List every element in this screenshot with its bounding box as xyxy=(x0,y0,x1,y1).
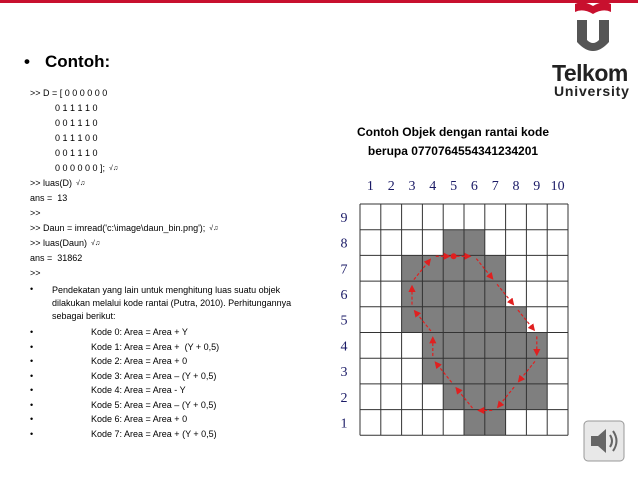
telkom-emblem-icon xyxy=(573,0,613,58)
x-axis-label: 3 xyxy=(408,179,416,194)
rule-text: Kode 1: Area = Area + (Y + 0,5) xyxy=(91,341,220,352)
object-cell xyxy=(464,255,485,281)
chain-code-figure xyxy=(330,168,570,440)
code-line: 0 0 0 0 0 0 ]; √♫ xyxy=(30,163,119,173)
object-cell xyxy=(485,358,506,384)
object-cell xyxy=(443,307,464,333)
caption-line-2: berupa 0770764554341234201 xyxy=(367,144,539,158)
object-cell xyxy=(485,384,506,410)
object-cell xyxy=(464,281,485,307)
code-line: >> xyxy=(30,208,41,218)
object-cell xyxy=(443,281,464,307)
x-axis-label: 5 xyxy=(450,179,458,194)
code-line: 0 1 1 1 1 0 xyxy=(30,103,98,113)
telkom-university-logo xyxy=(548,0,638,105)
caption-line-1: Contoh Objek dengan rantai kode xyxy=(356,125,550,139)
object-cell xyxy=(422,281,443,307)
code-line: >> luas(D) √♫ xyxy=(30,178,86,188)
y-axis-label: 9 xyxy=(340,210,348,226)
top-accent-bar xyxy=(0,0,638,3)
object-cell xyxy=(485,307,506,333)
object-cell xyxy=(485,255,506,281)
rule-text: Kode 5: Area = Area – (Y + 0,5) xyxy=(91,399,217,410)
code-line: 0 0 1 1 1 0 xyxy=(30,148,98,158)
x-axis-label: 10 xyxy=(550,179,565,194)
object-cell xyxy=(402,307,423,333)
heading-text: Contoh: xyxy=(45,52,111,71)
audio-mark-icon[interactable]: √♫ xyxy=(76,180,86,187)
code-line: ans = 31862 xyxy=(30,253,83,263)
object-cell xyxy=(485,410,506,436)
paragraph-bullet: • xyxy=(30,284,34,294)
object-cell xyxy=(443,333,464,359)
object-cell xyxy=(485,281,506,307)
logo-word-telkom: Telkom xyxy=(552,60,628,86)
rule-bullet: • xyxy=(30,385,34,395)
rule-text: Kode 4: Area = Area - Y xyxy=(91,385,186,395)
code-line: >> Daun = imread('c:\image\daun_bin.png'); √♫ xyxy=(30,223,219,233)
rule-bullet: • xyxy=(30,356,34,366)
x-axis-label: 1 xyxy=(366,179,374,194)
x-axis-label: 8 xyxy=(512,179,520,194)
rule-text: Kode 6: Area = Area + 0 xyxy=(91,414,188,424)
rule-text: Kode 7: Area = Area + (Y + 0,5) xyxy=(91,428,217,439)
object-cell xyxy=(464,410,485,436)
object-cell xyxy=(464,230,485,256)
code-line: >> luas(Daun) √♫ xyxy=(30,238,101,248)
figure-caption xyxy=(338,123,568,161)
y-axis-label: 8 xyxy=(340,236,348,252)
y-axis-label: 7 xyxy=(340,262,348,278)
y-axis-label: 4 xyxy=(340,339,348,355)
object-cell xyxy=(464,358,485,384)
rule-text: Kode 0: Area = Area + Y xyxy=(91,327,188,337)
audio-mark-icon[interactable]: √♫ xyxy=(109,165,119,172)
object-cell xyxy=(422,307,443,333)
chain-code-paragraph: Pendekatan yang lain untuk menghitung luas suatu objek dilakukan melalui kode rantai (Putra, 2010). Perhitungannya sebagai berikut: xyxy=(52,285,292,321)
object-cell xyxy=(526,358,547,384)
rule-text: Kode 2: Area = Area + 0 xyxy=(91,356,188,366)
object-cell xyxy=(506,358,527,384)
object-cell xyxy=(422,255,443,281)
object-cell xyxy=(464,384,485,410)
speaker-icon[interactable] xyxy=(583,420,625,462)
y-axis-label: 3 xyxy=(340,365,348,381)
x-axis-label: 2 xyxy=(387,179,395,194)
object-cell xyxy=(506,333,527,359)
code-line: ans = 13 xyxy=(30,193,68,203)
x-axis-label: 6 xyxy=(470,179,478,194)
object-cell xyxy=(464,307,485,333)
object-cell xyxy=(506,307,527,333)
x-axis-label: 7 xyxy=(491,179,499,194)
object-cell xyxy=(506,384,527,410)
y-axis-label: 6 xyxy=(340,287,348,303)
rule-text: Kode 3: Area = Area – (Y + 0,5) xyxy=(91,370,217,381)
object-cell xyxy=(402,255,423,281)
heading-bullet: • xyxy=(24,52,30,71)
code-line: 0 0 1 1 1 0 xyxy=(30,118,98,128)
rule-bullet: • xyxy=(30,370,34,381)
audio-mark-icon[interactable]: √♫ xyxy=(209,225,219,232)
object-cell xyxy=(464,333,485,359)
object-cell xyxy=(443,255,464,281)
x-axis-label: 9 xyxy=(533,179,541,194)
object-cell xyxy=(485,333,506,359)
rule-bullet: • xyxy=(30,414,34,424)
audio-mark-icon[interactable]: √♫ xyxy=(91,240,101,247)
x-axis-label: 4 xyxy=(429,179,437,194)
start-point-marker xyxy=(451,253,457,259)
y-axis-label: 2 xyxy=(340,390,348,406)
rule-bullet: • xyxy=(30,428,34,439)
object-cell xyxy=(443,230,464,256)
y-axis-label: 5 xyxy=(340,313,348,329)
rule-bullet: • xyxy=(30,399,34,410)
code-line: 0 1 1 1 0 0 xyxy=(30,133,98,143)
rule-bullet: • xyxy=(30,327,34,337)
slide-heading xyxy=(24,52,111,72)
code-line: >> xyxy=(30,268,41,278)
rule-bullet: • xyxy=(30,341,34,352)
object-cell xyxy=(422,358,443,384)
y-axis-label: 1 xyxy=(340,416,348,432)
object-cell xyxy=(443,384,464,410)
object-cell xyxy=(526,384,547,410)
logo-word-university: University xyxy=(554,83,630,99)
object-cell xyxy=(443,358,464,384)
code-line: >> D = [ 0 0 0 0 0 0 xyxy=(30,88,108,98)
